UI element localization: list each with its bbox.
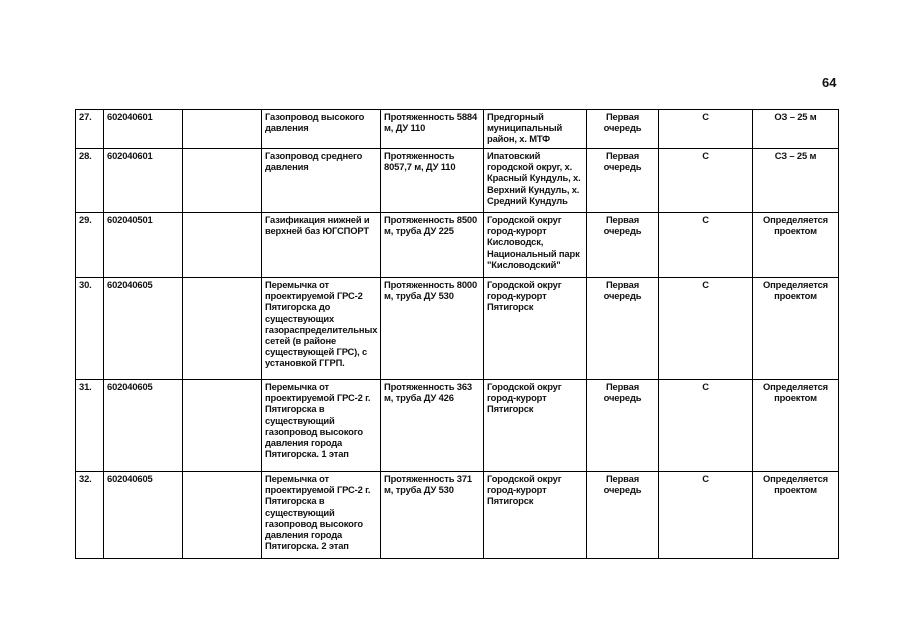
status-cell: С bbox=[659, 149, 753, 213]
parameters-cell: Протяженность 8500 м, труба ДУ 225 bbox=[381, 213, 484, 278]
zone-cell: Определяется проектом bbox=[753, 380, 839, 472]
empty-cell bbox=[183, 149, 262, 213]
empty-cell bbox=[183, 110, 262, 149]
empty-cell bbox=[183, 213, 262, 278]
location-cell: Городской округ город-курорт Кисловодск, Национальный парк "Кисловодский" bbox=[484, 213, 587, 278]
status-cell: С bbox=[659, 213, 753, 278]
table-row bbox=[76, 149, 839, 213]
status-cell: С bbox=[659, 472, 753, 559]
row-number-cell: 27. bbox=[76, 110, 104, 149]
stage-cell: Первая очередь bbox=[587, 213, 659, 278]
table-body bbox=[76, 110, 839, 559]
object-name-cell: Перемычка от проектируемой ГРС-2 г. Пятигорска в существующий газопровод высокого давления города Пятигорска. 1 этап bbox=[262, 380, 381, 472]
code-cell: 602040605 bbox=[104, 380, 183, 472]
stage-cell: Первая очередь bbox=[587, 278, 659, 380]
empty-cell bbox=[183, 278, 262, 380]
stage-cell: Первая очередь bbox=[587, 472, 659, 559]
code-cell: 602040501 bbox=[104, 213, 183, 278]
status-cell: С bbox=[659, 110, 753, 149]
location-cell: Городской округ город-курорт Пятигорск bbox=[484, 380, 587, 472]
empty-cell bbox=[183, 472, 262, 559]
object-name-cell: Перемычка от проектируемой ГРС-2 Пятигорска до существующих газораспределительных сетей (в районе существующей ГРС), с установкой ГГРП. bbox=[262, 278, 381, 380]
data-table bbox=[75, 109, 839, 559]
parameters-cell: Протяженность 371 м, труба ДУ 530 bbox=[381, 472, 484, 559]
location-cell: Предгорный муниципальный район, х. МТФ bbox=[484, 110, 587, 149]
parameters-cell: Протяженность 363 м, труба ДУ 426 bbox=[381, 380, 484, 472]
status-cell: С bbox=[659, 380, 753, 472]
object-name-cell: Газопровод высокого давления bbox=[262, 110, 381, 149]
parameters-cell: Протяженность 8000 м, труба ДУ 530 bbox=[381, 278, 484, 380]
table-row bbox=[76, 278, 839, 380]
parameters-cell: Протяженность 8057,7 м, ДУ 110 bbox=[381, 149, 484, 213]
row-number-cell: 28. bbox=[76, 149, 104, 213]
zone-cell: Определяется проектом bbox=[753, 213, 839, 278]
table-row bbox=[76, 472, 839, 559]
stage-cell: Первая очередь bbox=[587, 149, 659, 213]
location-cell: Городской округ город-курорт Пятигорск bbox=[484, 472, 587, 559]
zone-cell: Определяется проектом bbox=[753, 472, 839, 559]
code-cell: 602040601 bbox=[104, 110, 183, 149]
row-number-cell: 29. bbox=[76, 213, 104, 278]
code-cell: 602040605 bbox=[104, 278, 183, 380]
object-name-cell: Газопровод среднего давления bbox=[262, 149, 381, 213]
stage-cell: Первая очередь bbox=[587, 380, 659, 472]
location-cell: Ипатовский городской округ, х. Красный Кундуль, х. Верхний Кундуль, х. Средний Кундуль bbox=[484, 149, 587, 213]
code-cell: 602040601 bbox=[104, 149, 183, 213]
location-cell: Городской округ город-курорт Пятигорск bbox=[484, 278, 587, 380]
object-name-cell: Газификация нижней и верхней баз ЮГСПОРТ bbox=[262, 213, 381, 278]
zone-cell: Определяется проектом bbox=[753, 278, 839, 380]
row-number-cell: 30. bbox=[76, 278, 104, 380]
empty-cell bbox=[183, 380, 262, 472]
parameters-cell: Протяженность 5884 м, ДУ 110 bbox=[381, 110, 484, 149]
row-number-cell: 32. bbox=[76, 472, 104, 559]
status-cell: С bbox=[659, 278, 753, 380]
stage-cell: Первая очередь bbox=[587, 110, 659, 149]
table-row bbox=[76, 110, 839, 149]
code-cell: 602040605 bbox=[104, 472, 183, 559]
zone-cell: СЗ – 25 м bbox=[753, 149, 839, 213]
object-name-cell: Перемычка от проектируемой ГРС-2 г. Пятигорска в существующий газопровод высокого давления города Пятигорска. 2 этап bbox=[262, 472, 381, 559]
table-row bbox=[76, 380, 839, 472]
page-number: 64 bbox=[822, 75, 837, 90]
zone-cell: ОЗ – 25 м bbox=[753, 110, 839, 149]
table-row bbox=[76, 213, 839, 278]
row-number-cell: 31. bbox=[76, 380, 104, 472]
